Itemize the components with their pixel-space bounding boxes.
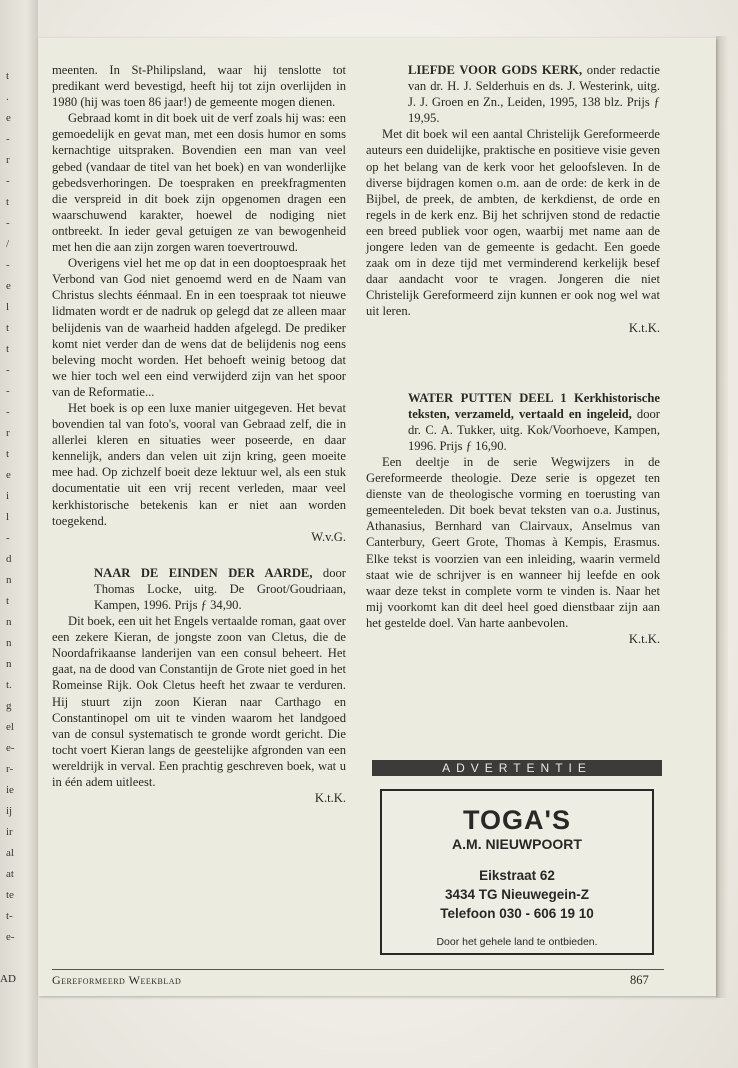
margin-fragment: n [6, 658, 12, 670]
advertisement-label: ADVERTENTIE [372, 760, 662, 776]
previous-page-edge [0, 0, 38, 1068]
footer-rule [52, 969, 664, 970]
ad-note: Door het gehele land te ontbieden. [436, 936, 598, 948]
margin-fragment: t [6, 70, 10, 82]
signature: W.v.G. [311, 529, 346, 544]
paragraph: meenten. In St-Philipsland, waar hij tenslotte tot predikant werd bevestigd, heeft hij tot zijn overlijden in 1980 (hij was toen 86 jaar!) de gemeente mogen dienen. [52, 63, 346, 110]
margin-fragment: l [6, 511, 10, 523]
right-column [366, 62, 660, 647]
paragraph: Overigens viel het me op dat in een dooptoespraak het Verbond van God niet genoemd werd en de Naam van Christus slechts éénmaal. En in een toespraak tot nieuwe lidmaten wordt er de nadruk op gelegd dat ze alleen maar belijdenis van de waarheid hadden afgelegd. De prediker komt niet verder dan de wens dat de belijdenis nog eens beleving mocht worden. Het behoeft weinig betoog dat we hier toch wel een eind verwijderd zijn van het spoor van de Reformatie... [52, 256, 346, 399]
margin-fragment: t [6, 322, 10, 334]
previous-page-footer-fragment: AD [0, 973, 16, 985]
margin-fragment: e [6, 112, 11, 124]
margin-fragment: - [6, 406, 10, 418]
review-meta: onder redactie van dr. H. J. Selderhuis en ds. J. Westerink, uitg. J. J. Groen en Zn., Leiden, 1995, 138 blz. Prijs ƒ 19,95. [408, 63, 661, 126]
margin-fragment: l [6, 301, 10, 313]
margin-fragment: - [6, 175, 10, 187]
margin-fragment: / [6, 238, 10, 250]
review-heading [52, 565, 346, 613]
margin-fragment: t [6, 343, 10, 355]
margin-fragment: r- [6, 763, 14, 775]
publication-name: Gereformeerd Weekblad [52, 973, 182, 987]
margin-fragment: i [6, 490, 10, 502]
review-text: Met dit boek wil een aantal Christelijk Gereformeerde auteurs een duidelijke, praktische en positieve visie geven op het belang van de kerk voor het geloofsleven. In de diverse bijdragen komen o.m. aan de orde: de kerk in de Bijbel, de preek, de ambten, de kerkdienst, de orde en regels in de kerk enz. Bij het schrijven stond de redactie een breed publiek voor ogen, waarbij met name aan de jongere leden van de gemeente is gedacht. Een goede zaak om in deze tijd met verminderend kerkelijk besef daar aandacht voor te vragen. Jongeren die niet Christelijk Gereformeerd zijn kunnen er ook nog wel wat uit leren. [366, 127, 660, 319]
margin-fragment: t [6, 595, 10, 607]
margin-fragment: t- [6, 910, 13, 922]
margin-fragment: g [6, 700, 12, 712]
review-heading [366, 62, 660, 126]
margin-fragment: t [6, 448, 10, 460]
margin-fragment: d [6, 553, 12, 565]
review-meta: door Thomas Locke, uitg. De Groot/Goudriaan, Kampen, 1996. Prijs ƒ 34,90. [94, 565, 346, 612]
advertisement-box [380, 789, 654, 955]
margin-fragment: n [6, 574, 12, 586]
margin-fragment: r [6, 154, 10, 166]
page-right-edge [716, 36, 728, 998]
review-text: Een deeltje in de serie Wegwijzers in de Gereformeerde theologie. Deze serie is opgezet ten dienste van de theologische vorming en toerusting van gemeenteleden. Dit boek bevat teksten van o.a. Justinus, Athanasius, Bernhard van Clairvaux, Anselmus van Canterbury, Geert Grote, Thomas à Kempis, Erasmus. Elke tekst is voorzien van een inleiding, waarin vermeld staat wie de schrijver is en wanneer hij leefde en ook waar deze tekst in complete vorm te vinden is. Naar het mij voorkomt kan dit deel heel goed dienstbaar zijn aan het gestelde doel. Van harte aanbevolen. [366, 454, 660, 630]
page-number: 867 [630, 973, 649, 987]
margin-fragment: ie [6, 784, 14, 796]
ad-street: Eikstraat 62 [479, 868, 555, 883]
margin-fragment: e- [6, 931, 15, 943]
review-title: WATER PUTTEN DEEL 1 Kerkhistorische teksten, verzameld, vertaald en ingeleid, [408, 390, 660, 421]
margin-fragment: - [6, 364, 10, 376]
review-title: NAAR DE EINDEN DER AARDE, [94, 565, 313, 580]
review-title: LIEFDE VOOR GODS KERK, [408, 63, 583, 77]
ad-subtitle: A.M. NIEUWPOORT [452, 836, 582, 852]
signature: K.t.K. [628, 320, 660, 335]
margin-fragment: - [6, 217, 10, 229]
paragraph: Het boek is op een luxe manier uitgegeven. Het bevat bovendien tal van foto's, vooral van Gebraad zelf, die in allerlei kleren en situaties weer poseerde, en daar kennelijk, anders dan velen uit zijn kring, geen moeite mee had. Op zichzelf boeit deze lektuur wel, als een stuk documentatie uit een vrij recent verleden, maar veel kerkhistorische betekenis kan er niet aan worden toegekend. [52, 400, 346, 528]
margin-fragment: . [6, 91, 9, 103]
margin-fragment: - [6, 133, 10, 145]
signature: K.t.K. [314, 791, 346, 806]
ad-phone: Telefoon 030 - 606 19 10 [440, 906, 594, 921]
margin-fragment: - [6, 385, 10, 397]
review-heading [366, 390, 660, 454]
margin-fragment: el [6, 721, 14, 733]
margin-fragment: at [6, 868, 14, 880]
margin-fragment: r [6, 427, 10, 439]
margin-fragment: - [6, 532, 10, 544]
ad-title: TOGA'S [463, 805, 571, 835]
margin-fragment: e- [6, 742, 15, 754]
margin-fragment: n [6, 637, 12, 649]
ad-city: 3434 TG Nieuwegein-Z [444, 887, 590, 902]
margin-fragment: t. [6, 679, 12, 691]
margin-fragment: t [6, 196, 10, 208]
margin-fragment: al [6, 847, 14, 859]
left-column [52, 62, 346, 806]
signature: K.t.K. [628, 632, 660, 646]
paragraph: Gebraad komt in dit boek uit de verf zoals hij was: een gemoedelijk en gevat man, met een dosis humor en soms kernachtige uitspraken. Bovendien een man van veel gebed (vandaar de titel van het boek) en van wonderlijke gebedsverhoringen. De toespraken en preekfragmenten die verspreid in dit boek zijn opgenomen dragen een waarschuwend karakter, hoewel de nodiging niet ontbreekt. In ieder geval getuigen ze van bewogenheid met hen die aan zijn zorgen waren toevertrouwd. [52, 111, 346, 255]
margin-fragment: e [6, 469, 11, 481]
margin-fragment: ij [6, 805, 13, 817]
spacer [52, 545, 346, 565]
margin-fragment: n [6, 616, 12, 628]
margin-fragment: e [6, 280, 11, 292]
margin-fragment: - [6, 259, 10, 271]
review-text: Dit boek, een uit het Engels vertaalde roman, gaat over een zekere Kieran, de jongste zoon van Cletus, die de Noordafrikaanse landerijen van een consul beheert. Het gaat, na de dood van Constantijn de Grote niet goed in het Romeinse Rijk. Ook Cletus heeft het zwaar te verduren. Hij stuurt zijn zoon Kieran naar Carthago en Constantinopel om uit te vinden waarom het landgoed van de consul systematisch te gronde wordt gericht. Die tocht voert Kieran langs de geestelijke afgronden van een wereldrijk in verval. Een prachtig geschreven boek, wat u in één adem uitleest. [52, 614, 346, 790]
review-meta: door dr. C. A. Tukker, uitg. Kok/Voorhoeve, Kampen, 1996. Prijs ƒ 16,90. [408, 406, 661, 453]
spacer [366, 336, 660, 390]
margin-fragment: te [6, 889, 14, 901]
margin-fragment: ir [6, 826, 13, 838]
